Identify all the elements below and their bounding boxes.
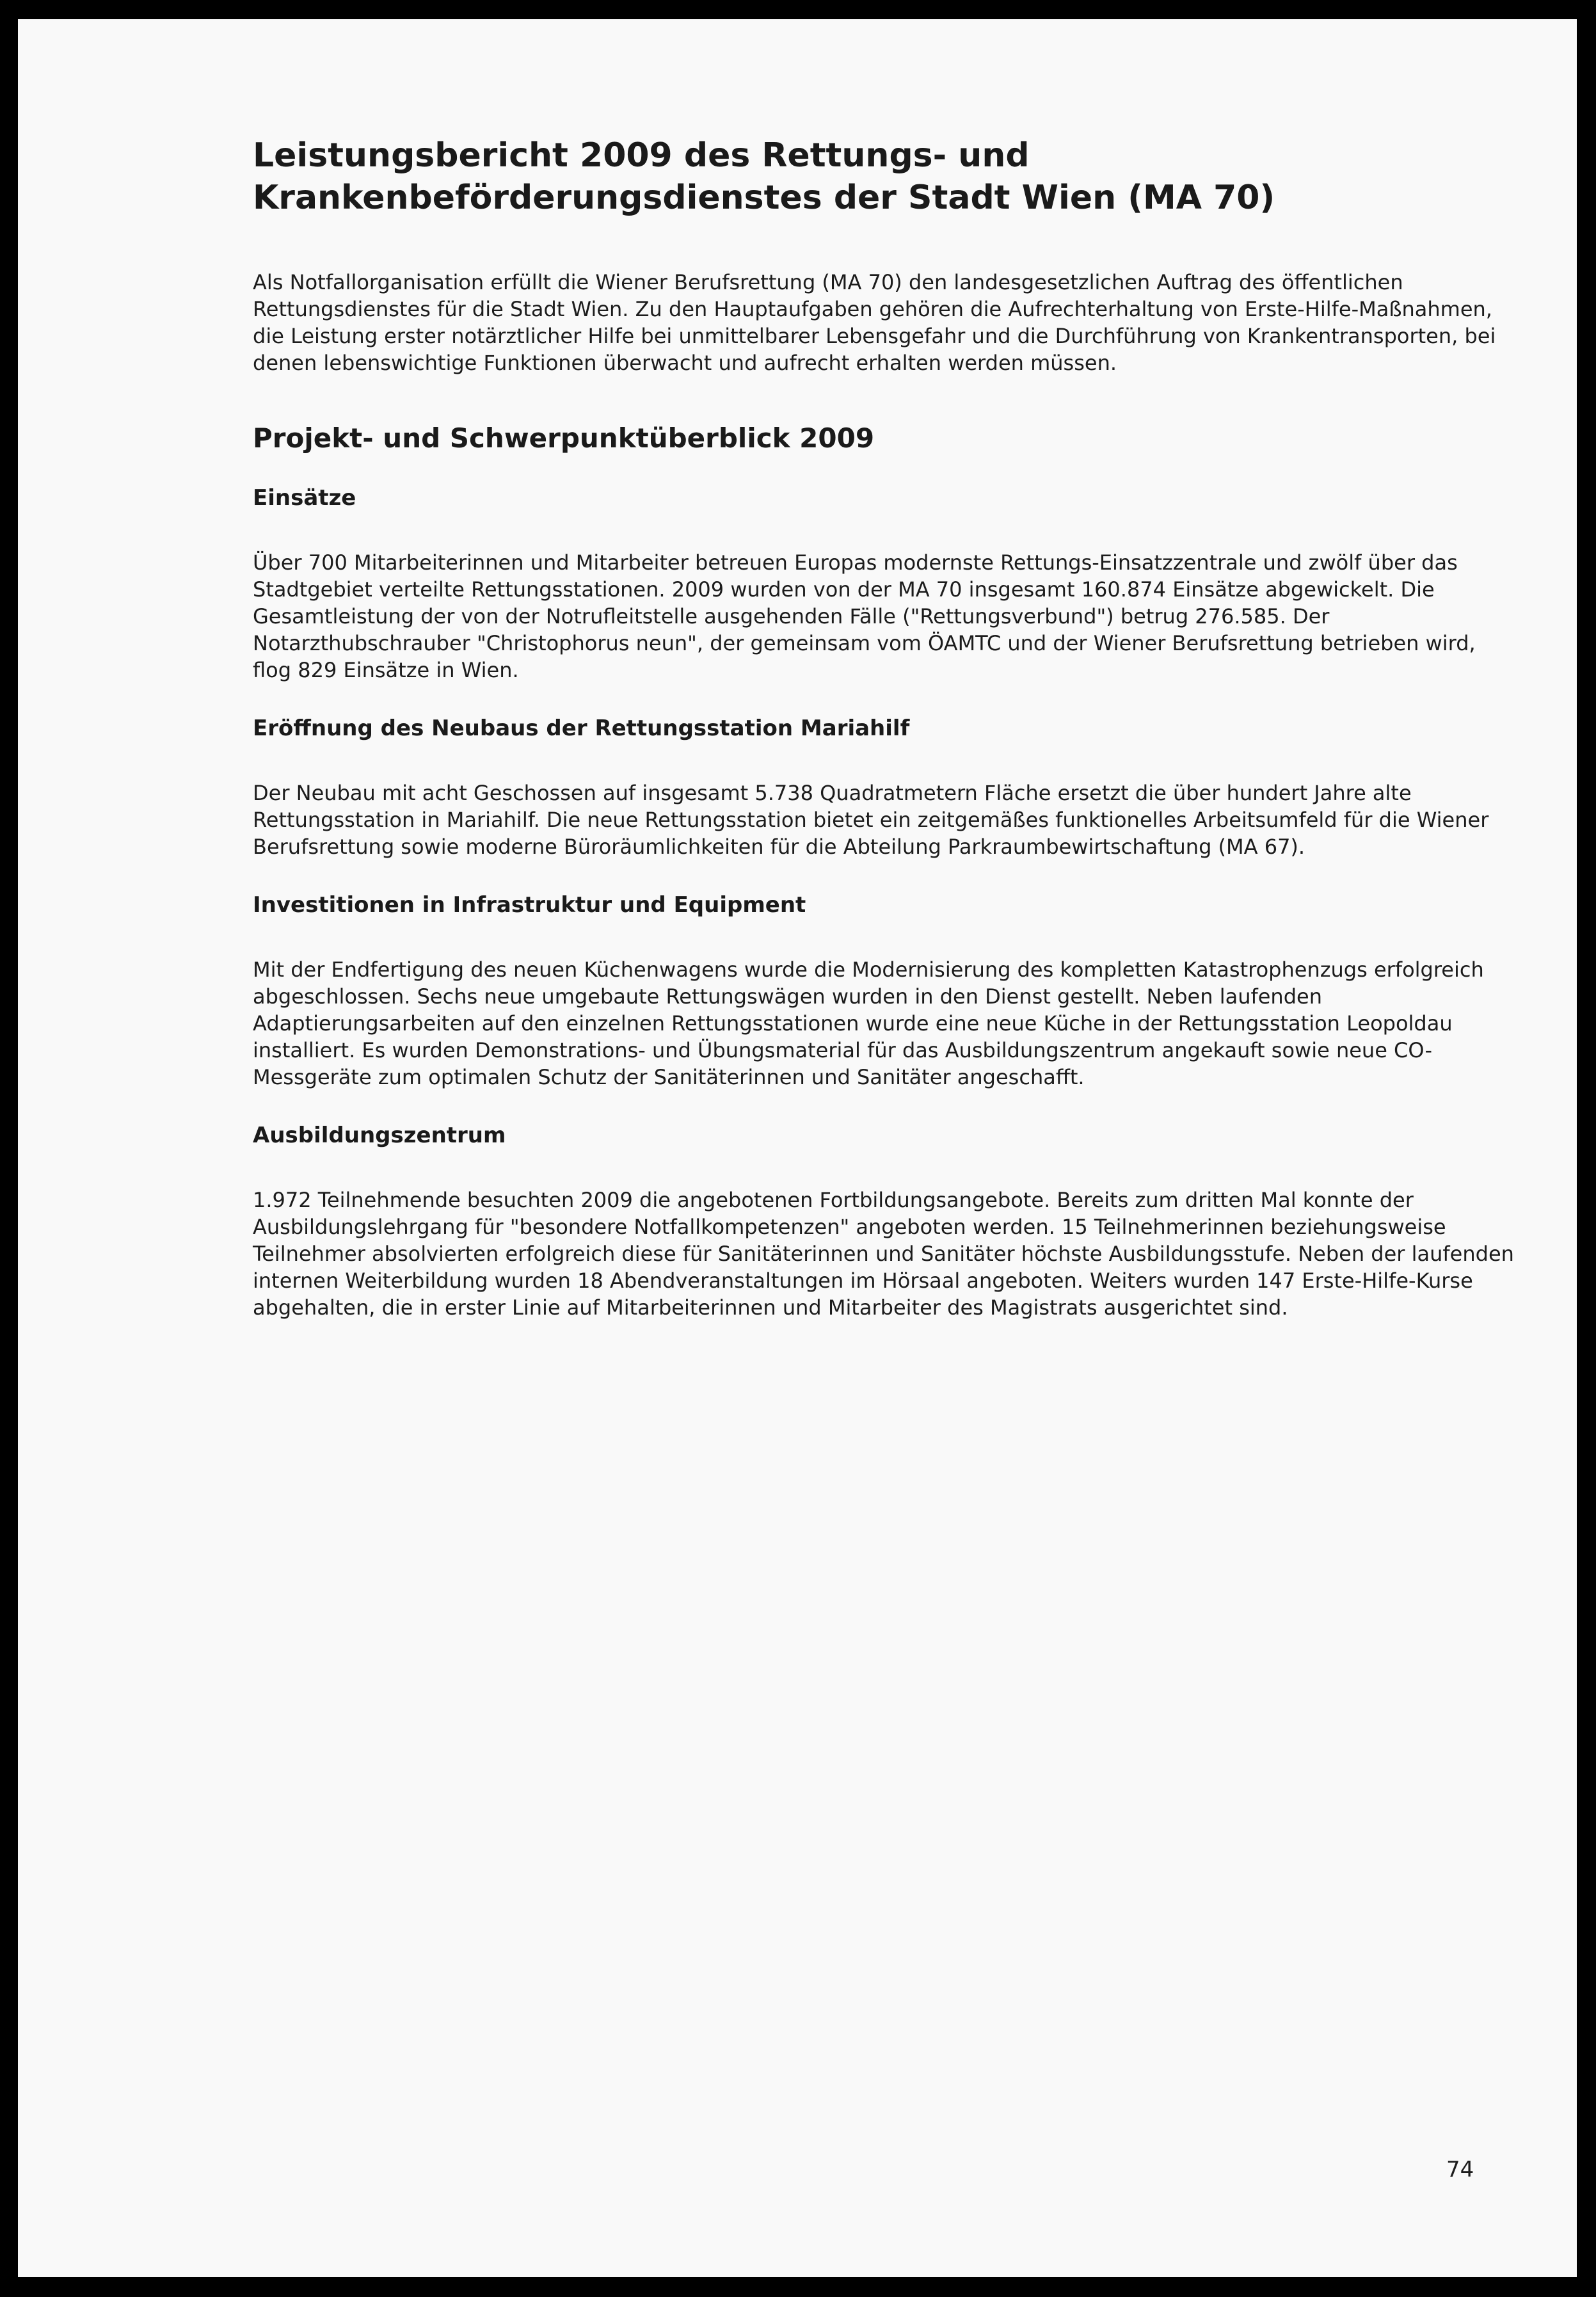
section-title: Projekt- und Schwerpunktüberblick 2009	[253, 422, 875, 454]
document-title: Leistungsbericht 2009 des Rettungs- und Krankenbeförderungsdienstes der Stadt Wien (MA 70)	[253, 136, 1275, 217]
subsection-text-einsaetze: Über 700 Mitarbeiterinnen und Mitarbeiter betreuen Europas modernste Rettungs-Einsatzzentrale und zwölf über das Stadtgebiet verteilte Rettungsstationen. 2009 wurden von der MA 70 insgesamt 160.874 Einsätze abgewickelt. Die Gesamtleistung der von der Notrufleitstelle ausgehenden Fälle ("Rettungsverbund") betrug 276.585. Der Notarzthubschrauber "Christophorus neun", der gemeinsam vom ÖAMTC und der Wiener Berufsrettung betrieben wird, flog 829 Einsätze in Wien.	[253, 550, 1476, 682]
page-content	[253, 134, 1520, 1321]
document-page	[18, 19, 1577, 2277]
subsection-heading-mariahilf: Eröffnung des Neubaus der Rettungsstation Mariahilf	[253, 716, 910, 741]
subsection-heading-investitionen: Investitionen in Infrastruktur und Equipment	[253, 892, 806, 918]
subsection-text-investitionen: Mit der Endfertigung des neuen Küchenwagens wurde die Modernisierung des kompletten Katastrophenzugs erfolgreich abgeschlossen. Sechs neue umgebaute Rettungswägen wurden in den Dienst gestellt. Neben laufenden Adaptierungsarbeiten auf den einzelnen Rettungsstationen wurde eine neue Küche in der Rettungsstation Leopoldau installiert. Es wurden Demonstrations- und Übungsmaterial für das Ausbildungszentrum angekauft sowie neue CO-Messgeräte zum optimalen Schutz der Sanitäterinnen und Sanitäter angeschafft.	[253, 957, 1484, 1089]
subsection-text-ausbildungszentrum: 1.972 Teilnehmende besuchten 2009 die angebotenen Fortbildungsangebote. Bereits zum dritten Mal konnte der Ausbildungslehrgang für "besondere Notfallkompetenzen" angeboten werden. 15 Teilnehmerinnen beziehungsweise Teilnehmer absolvierten erfolgreich diese für Sanitäterinnen und Sanitäter höchste Ausbildungsstufe. Neben der laufenden internen Weiterbildung wurden 18 Abendveranstaltungen im Hörsaal angeboten. Weiters wurden 147 Erste-Hilfe-Kurse abgehalten, die in erster Linie auf Mitarbeiterinnen und Mitarbeiter des Magistrats ausgerichtet sind.	[253, 1188, 1514, 1320]
subsection-heading-ausbildungszentrum: Ausbildungszentrum	[253, 1123, 506, 1148]
subsection-text-mariahilf: Der Neubau mit acht Geschossen auf insgesamt 5.738 Quadratmetern Fläche ersetzt die über hundert Jahre alte Rettungsstation in Mariahilf. Die neue Rettungsstation bietet ein zeitgemäßes funktionelles Arbeitsumfeld für die Wiener Berufsrettung sowie moderne Büroräumlichkeiten für die Abteilung Parkraumbewirtschaftung (MA 67).	[253, 781, 1489, 859]
intro-paragraph: Als Notfallorganisation erfüllt die Wiener Berufsrettung (MA 70) den landesgesetzlichen Auftrag des öffentlichen Rettungsdienstes für die Stadt Wien. Zu den Hauptaufgaben gehören die Aufrechterhaltung von Erste-Hilfe-Maßnahmen, die Leistung erster notärztlicher Hilfe bei unmittelbarer Lebensgefahr und die Durchführung von Krankentransporten, bei denen lebenswichtige Funktionen überwacht und aufrecht erhalten werden müssen.	[253, 270, 1496, 375]
page-number: 74	[1446, 2157, 1474, 2182]
subsection-heading-einsaetze: Einsätze	[253, 485, 356, 511]
